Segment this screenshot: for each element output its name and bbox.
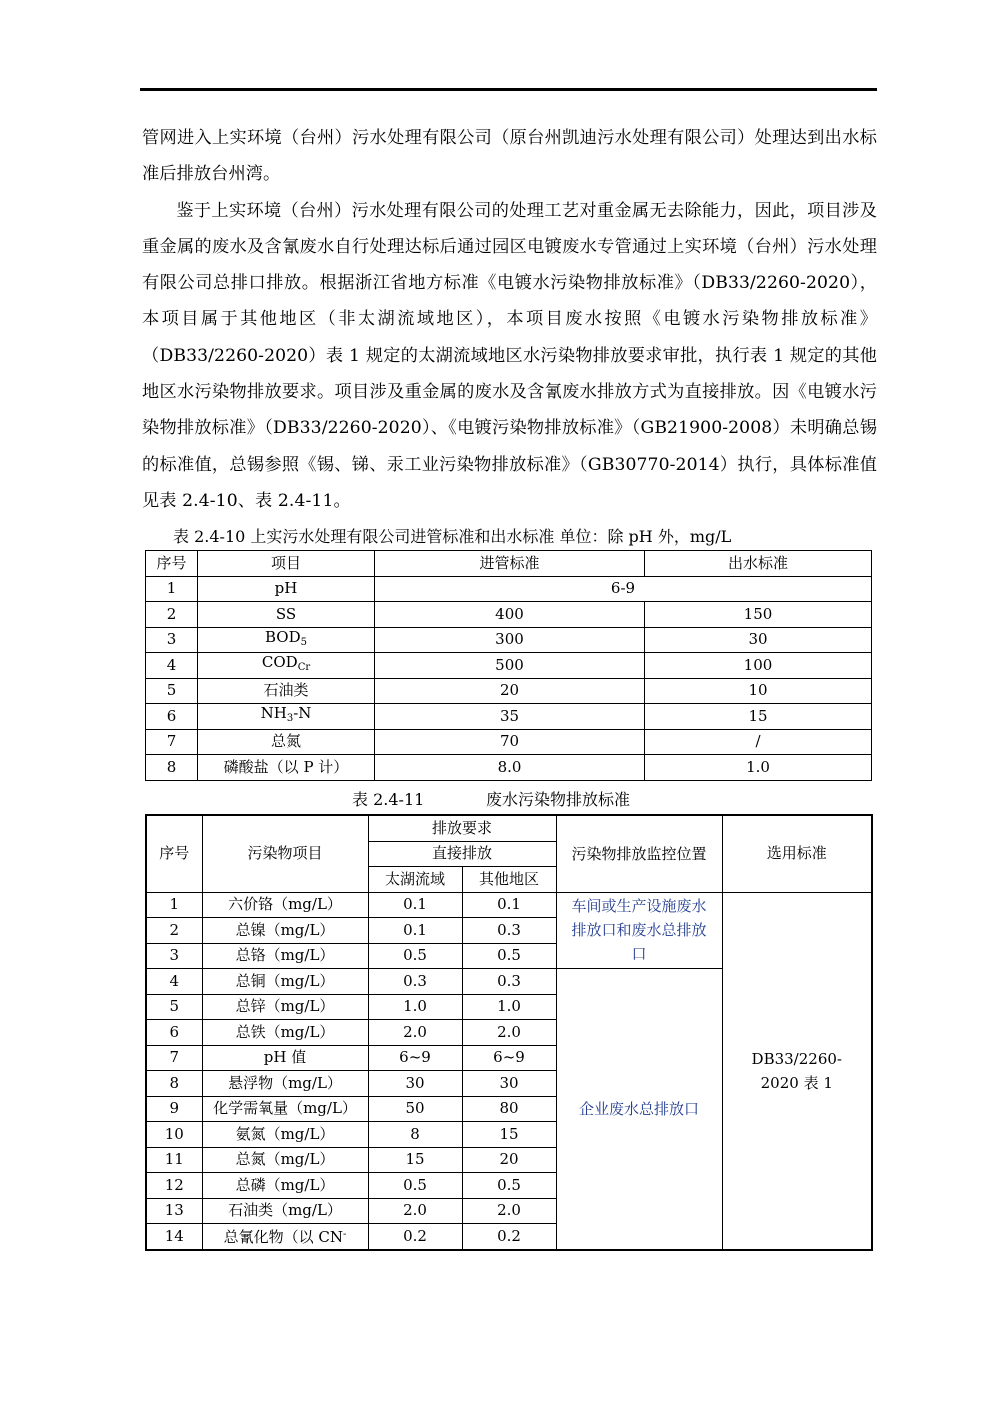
header-cell: 太湖流域 bbox=[368, 867, 462, 893]
item-cell bbox=[198, 653, 375, 679]
item-cell: 六价铬（mg/L） bbox=[202, 892, 368, 918]
table-header-row bbox=[146, 551, 872, 577]
table-row bbox=[146, 602, 872, 628]
row-number: 1 bbox=[146, 892, 202, 918]
table1-caption: 表 2.4-10 上实污水处理有限公司进管标准和出水标准 单位：除 pH 外，mg/L bbox=[173, 527, 732, 546]
row-number: 2 bbox=[146, 918, 202, 944]
inlet-value: 8.0 bbox=[375, 755, 645, 781]
item-cell: 总锌（mg/L） bbox=[202, 994, 368, 1020]
outlet-value: 10 bbox=[645, 678, 872, 704]
table-row bbox=[146, 653, 872, 679]
header-cell: 进管标准 bbox=[375, 551, 645, 577]
row-number: 12 bbox=[146, 1173, 202, 1199]
row-number: 3 bbox=[146, 943, 202, 969]
item-cell: 总氮（mg/L） bbox=[202, 1147, 368, 1173]
row-number: 3 bbox=[146, 627, 198, 653]
monitor-location-1: 车间或生产设施废水排放口和废水总排放口 bbox=[556, 892, 722, 969]
item-cell: 石油类（mg/L） bbox=[202, 1198, 368, 1224]
inlet-value: 35 bbox=[375, 704, 645, 730]
header-cell: 选用标准 bbox=[722, 815, 872, 892]
other-value: 30 bbox=[462, 1071, 556, 1097]
item-subscript: Cr bbox=[297, 662, 311, 674]
inlet-value: 70 bbox=[375, 729, 645, 755]
inlet-value: 500 bbox=[375, 653, 645, 679]
row-number: 13 bbox=[146, 1198, 202, 1224]
other-value: 15 bbox=[462, 1122, 556, 1148]
paragraph-1: 管网进入上实环境（台州）污水处理有限公司（原台州凯迪污水处理有限公司）处理达到出水标准后排放台州湾。 bbox=[142, 128, 877, 185]
row-number: 14 bbox=[146, 1224, 202, 1250]
taihu-value: 0.2 bbox=[368, 1224, 462, 1250]
item-name: 总氰化物（以 CN bbox=[223, 1228, 343, 1247]
outlet-value: 1.0 bbox=[645, 755, 872, 781]
taihu-value: 15 bbox=[368, 1147, 462, 1173]
other-value: 0.3 bbox=[462, 969, 556, 995]
header-cell: 污染物项目 bbox=[202, 815, 368, 892]
header-cell: 污染物排放监控位置 bbox=[556, 815, 722, 892]
row-number: 7 bbox=[146, 729, 198, 755]
taihu-value: 0.1 bbox=[368, 918, 462, 944]
header-cell: 序号 bbox=[146, 551, 198, 577]
outlet-value: 15 bbox=[645, 704, 872, 730]
taihu-value: 0.1 bbox=[368, 892, 462, 918]
table-row bbox=[146, 892, 872, 918]
other-value: 0.1 bbox=[462, 892, 556, 918]
taihu-value: 2.0 bbox=[368, 1198, 462, 1224]
row-number: 2 bbox=[146, 602, 198, 628]
item-name: NH bbox=[260, 704, 287, 723]
header-cell: 项目 bbox=[198, 551, 375, 577]
table-row bbox=[146, 576, 872, 602]
taihu-value: 6~9 bbox=[368, 1045, 462, 1071]
taihu-value: 0.5 bbox=[368, 1173, 462, 1199]
item-cell: 总磷（mg/L） bbox=[202, 1173, 368, 1199]
item-cell: pH bbox=[198, 576, 375, 602]
item-subscript: 3 bbox=[286, 713, 294, 725]
taihu-value: 50 bbox=[368, 1096, 462, 1122]
body-text bbox=[142, 120, 877, 519]
outlet-value: 30 bbox=[645, 627, 872, 653]
paragraph-2: 鉴于上实环境（台州）污水处理有限公司的处理工艺对重金属无去除能力，因此，项目涉及重金属的废水及含氰废水自行处理达标后通过园区电镀废水专管通过上实环境（台州）污水处理有限公司总排口排放。根据浙江省地方标准《电镀水污染物排放标准》（DB33/2260-2020），本项目属于其他地区（非太湖流域地区），本项目废水按照《电镀水污染物排放标准》（DB33/2260-2020）表 1 规定的太湖流域地区水污染物排放要求审批，执行表 1 规定的其他地区水污染物排放要求。项目涉及重金属的废水及含氰废水排放方式为直接排放。因《电镀水污染物排放标准》（DB33/2260-2020）、《电镀污染物排放标准》（GB21900-2008）未明确总锡的标准值，总锡参照《锡、锑、汞工业污染物排放标准》（GB30770-2014）执行，具体标准值见表 2.4-10、表 2.4-11。 bbox=[142, 200, 877, 511]
taihu-value: 0.3 bbox=[368, 969, 462, 995]
item-cell: 磷酸盐（以 P 计） bbox=[198, 755, 375, 781]
item-name: COD bbox=[261, 653, 298, 672]
item-cell bbox=[198, 627, 375, 653]
header-cell: 直接排放 bbox=[368, 841, 556, 867]
inlet-outlet-standard-table bbox=[145, 550, 872, 781]
table-row bbox=[146, 627, 872, 653]
row-number: 7 bbox=[146, 1045, 202, 1071]
item-cell: 化学需氧量（mg/L） bbox=[202, 1096, 368, 1122]
inlet-value: 20 bbox=[375, 678, 645, 704]
header-cell: 排放要求 bbox=[368, 815, 556, 841]
item-cell: pH 值 bbox=[202, 1045, 368, 1071]
item-name-tail: -N bbox=[293, 704, 312, 723]
taihu-value: 8 bbox=[368, 1122, 462, 1148]
item-subscript: 5 bbox=[300, 636, 307, 648]
table2-caption-title: 废水污染物排放标准 bbox=[486, 790, 631, 809]
wastewater-discharge-standard-table bbox=[145, 814, 873, 1251]
header-cell: 出水标准 bbox=[645, 551, 872, 577]
other-value: 6~9 bbox=[462, 1045, 556, 1071]
monitor-location-2: 企业废水总排放口 bbox=[556, 969, 722, 1250]
table-header-row bbox=[146, 815, 872, 841]
item-cell: 氨氮（mg/L） bbox=[202, 1122, 368, 1148]
row-number: 4 bbox=[146, 653, 198, 679]
item-superscript: - bbox=[342, 1229, 347, 1241]
other-value: 0.5 bbox=[462, 943, 556, 969]
table-row bbox=[146, 755, 872, 781]
other-value: 0.2 bbox=[462, 1224, 556, 1250]
inlet-value: 400 bbox=[375, 602, 645, 628]
row-number: 5 bbox=[146, 994, 202, 1020]
inlet-value: 300 bbox=[375, 627, 645, 653]
header-cell: 序号 bbox=[146, 815, 202, 892]
item-cell: 总铬（mg/L） bbox=[202, 943, 368, 969]
row-number: 8 bbox=[146, 755, 198, 781]
item-cell: 悬浮物（mg/L） bbox=[202, 1071, 368, 1097]
row-number: 4 bbox=[146, 969, 202, 995]
other-value: 2.0 bbox=[462, 1198, 556, 1224]
taihu-value: 30 bbox=[368, 1071, 462, 1097]
other-value: 80 bbox=[462, 1096, 556, 1122]
table-row bbox=[146, 704, 872, 730]
row-number: 6 bbox=[146, 704, 198, 730]
outlet-value: 150 bbox=[645, 602, 872, 628]
item-cell: 石油类 bbox=[198, 678, 375, 704]
other-value: 0.3 bbox=[462, 918, 556, 944]
row-number: 11 bbox=[146, 1147, 202, 1173]
other-value: 2.0 bbox=[462, 1020, 556, 1046]
item-cell bbox=[198, 704, 375, 730]
row-number: 6 bbox=[146, 1020, 202, 1046]
item-cell bbox=[202, 1224, 368, 1250]
taihu-value: 2.0 bbox=[368, 1020, 462, 1046]
selected-standard: DB33/2260-2020 表 1 bbox=[722, 892, 872, 1250]
item-cell: 总镍（mg/L） bbox=[202, 918, 368, 944]
other-value: 1.0 bbox=[462, 994, 556, 1020]
item-cell: 总铜（mg/L） bbox=[202, 969, 368, 995]
row-number: 5 bbox=[146, 678, 198, 704]
outlet-value: / bbox=[645, 729, 872, 755]
value-cell: 6-9 bbox=[375, 576, 872, 602]
outlet-value: 100 bbox=[645, 653, 872, 679]
table2-caption-number: 表 2.4-11 bbox=[352, 790, 425, 809]
header-cell: 其他地区 bbox=[462, 867, 556, 893]
item-cell: SS bbox=[198, 602, 375, 628]
taihu-value: 0.5 bbox=[368, 943, 462, 969]
row-number: 1 bbox=[146, 576, 198, 602]
item-cell: 总氮 bbox=[198, 729, 375, 755]
other-value: 20 bbox=[462, 1147, 556, 1173]
table-row bbox=[146, 678, 872, 704]
row-number: 10 bbox=[146, 1122, 202, 1148]
taihu-value: 1.0 bbox=[368, 994, 462, 1020]
row-number: 8 bbox=[146, 1071, 202, 1097]
header-rule bbox=[140, 88, 877, 91]
other-value: 0.5 bbox=[462, 1173, 556, 1199]
row-number: 9 bbox=[146, 1096, 202, 1122]
item-cell: 总铁（mg/L） bbox=[202, 1020, 368, 1046]
table-row bbox=[146, 729, 872, 755]
item-name: BOD bbox=[265, 627, 301, 646]
